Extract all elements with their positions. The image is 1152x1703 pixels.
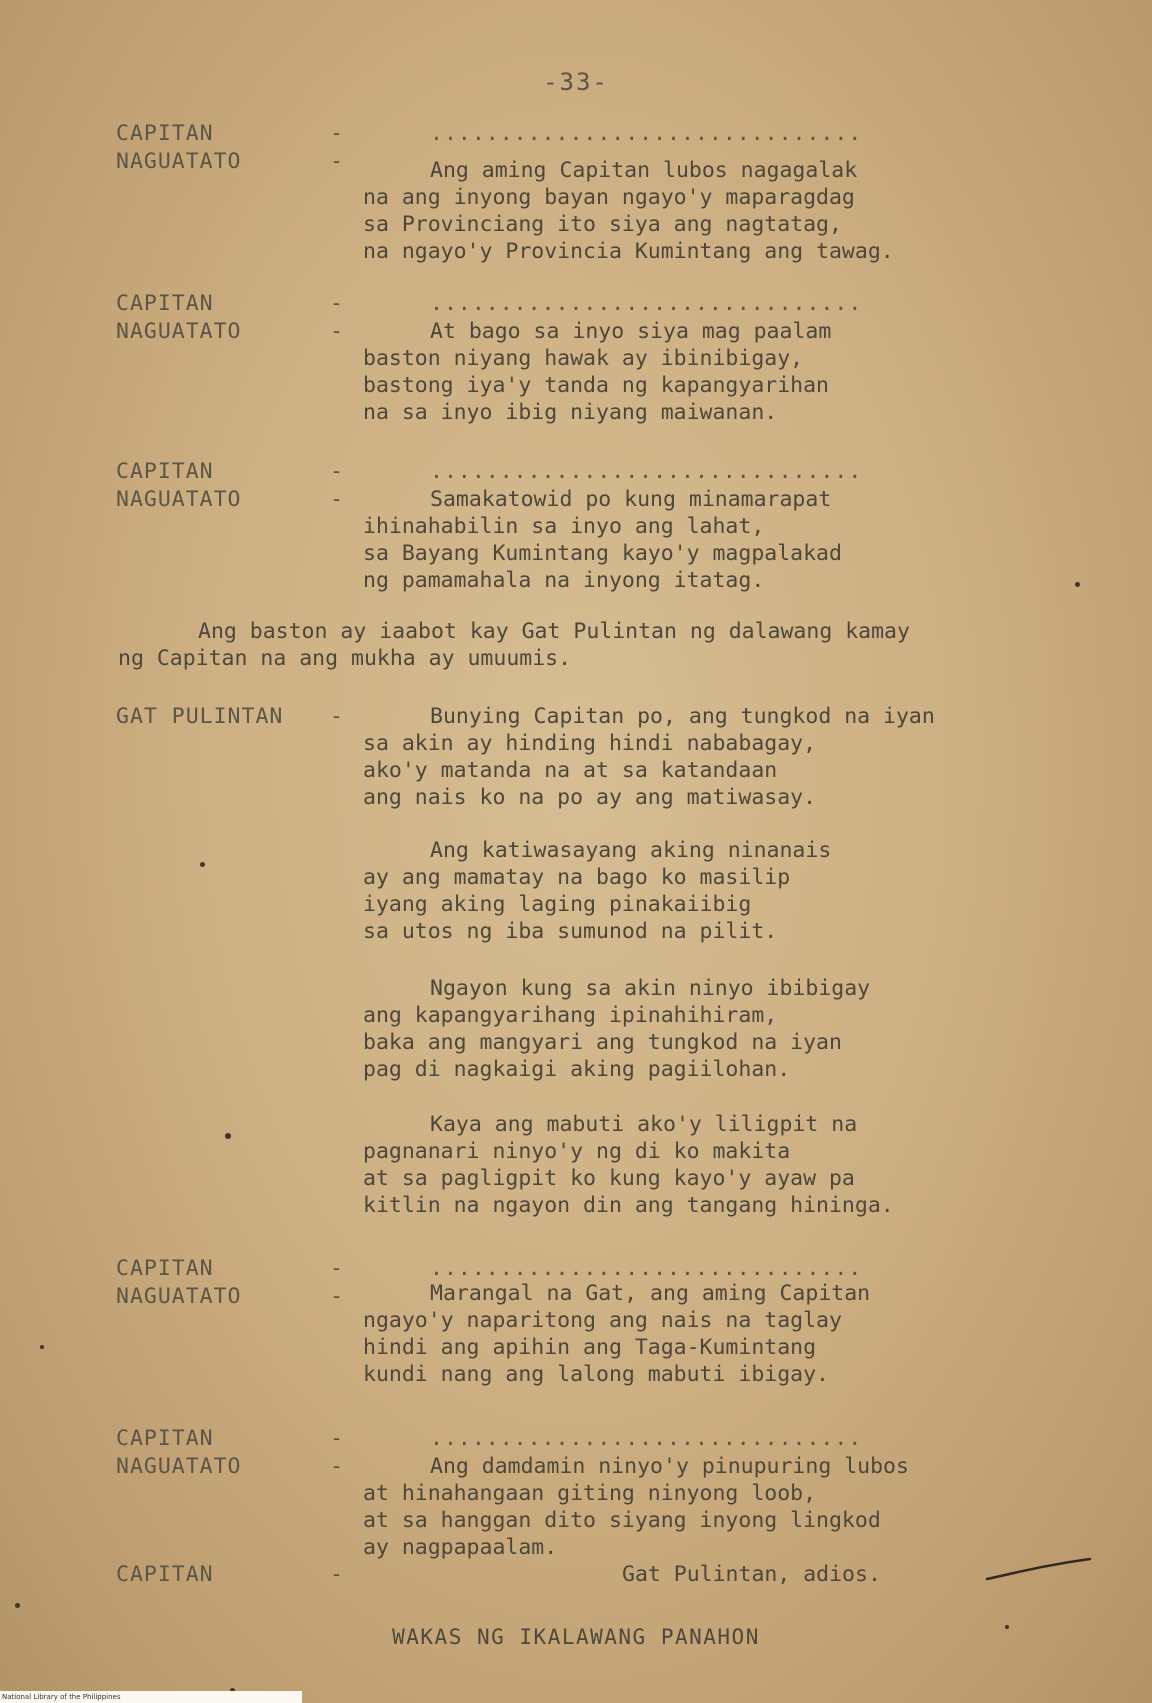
speaker-capitan: CAPITAN [116, 291, 214, 316]
ink-speck [1005, 1625, 1009, 1629]
library-attribution: National Library of the Philippines [0, 1691, 302, 1703]
speaker-dash: - [330, 459, 343, 484]
verse-line: ihinahabilin sa inyo ang lahat, [363, 514, 765, 539]
speaker-dash: - [330, 149, 343, 174]
verse-line: at sa pagligpit ko kung kayo'y ayaw pa [363, 1166, 855, 1191]
speaker-capitan: CAPITAN [116, 459, 214, 484]
speaker-naguatato: NAGUATATO [116, 1284, 242, 1309]
dotted-line: ............................... [430, 291, 863, 316]
ink-speck [200, 862, 205, 867]
verse-line: na sa inyo ibig niyang maiwanan. [363, 400, 778, 425]
verse-line: Ngayon kung sa akin ninyo ibibigay [430, 976, 871, 1001]
stage-direction-line: ng Capitan na ang mukha ay umuumis. [118, 646, 572, 671]
stage-direction-line: Ang baston ay iaabot kay Gat Pulintan ng dalawang kamay [198, 619, 910, 644]
ink-speck [40, 1345, 44, 1349]
speaker-gat-pulintan: GAT PULINTAN [116, 704, 284, 729]
speaker-dash: - [330, 704, 343, 729]
verse-line: Samakatowid po kung minamarapat [430, 487, 832, 512]
speaker-capitan: CAPITAN [116, 1426, 214, 1451]
verse-line: Kaya ang mabuti ako'y liligpit na [430, 1112, 858, 1137]
speaker-capitan: CAPITAN [116, 1256, 214, 1281]
verse-line: sa utos ng iba sumunod na pilit. [363, 919, 778, 944]
speaker-naguatato: NAGUATATO [116, 149, 242, 174]
verse-line: sa Provinciang ito siya ang nagtatag, [363, 212, 842, 237]
speaker-naguatato: NAGUATATO [116, 487, 242, 512]
verse-line: ngayo'y naparitong ang nais na taglay [363, 1308, 842, 1333]
verse-line: baka ang mangyari ang tungkod na iyan [363, 1030, 842, 1055]
speaker-dash: - [330, 1562, 343, 1587]
pen-stroke-mark [985, 1555, 1095, 1585]
ink-speck [225, 1133, 231, 1139]
dotted-line: ............................... [430, 459, 863, 484]
dotted-line: ............................... [430, 121, 863, 146]
speaker-dash: - [330, 1256, 343, 1281]
verse-line: Ang katiwasayang aking ninanais [430, 838, 832, 863]
speaker-naguatato: NAGUATATO [116, 319, 242, 344]
speaker-dash: - [330, 1426, 343, 1451]
speaker-capitan: CAPITAN [116, 121, 214, 146]
verse-line: pagnanari ninyo'y ng di ko makita [363, 1139, 791, 1164]
verse-line: hindi ang apihin ang Taga-Kumintang [363, 1335, 817, 1360]
speaker-dash: - [330, 291, 343, 316]
verse-line: ang kapangyarihang ipinahihiram, [363, 1003, 778, 1028]
verse-line: iyang aking laging pinakaiibig [363, 892, 752, 917]
verse-line: bastong iya'y tanda ng kapangyarihan [363, 373, 829, 398]
verse-line: Ang aming Capitan lubos nagagalak [430, 158, 858, 183]
verse-line: na ang inyong bayan ngayo'y maparagdag [363, 185, 855, 210]
verse-line: ang nais ko na po ay ang matiwasay. [363, 785, 817, 810]
verse-line: Ang damdamin ninyo'y pinupuring lubos [430, 1454, 909, 1479]
verse-line: sa Bayang Kumintang kayo'y magpalakad [363, 541, 842, 566]
ink-speck [1075, 582, 1080, 587]
speaker-dash: - [330, 487, 343, 512]
page-number: -33- [543, 68, 609, 96]
verse-line: at hinahangaan giting ninyong loob, [363, 1481, 817, 1506]
verse-line: At bago sa inyo siya mag paalam [430, 319, 832, 344]
speaker-naguatato: NAGUATATO [116, 1454, 242, 1479]
speaker-dash: - [330, 319, 343, 344]
verse-line: Marangal na Gat, ang aming Capitan [430, 1281, 871, 1306]
speaker-dash: - [330, 1284, 343, 1309]
dotted-line: ............................... [430, 1256, 863, 1281]
verse-line: sa akin ay hinding hindi nababagay, [363, 731, 817, 756]
ink-speck [15, 1603, 20, 1608]
speaker-capitan: CAPITAN [116, 1562, 214, 1587]
dotted-line: ............................... [430, 1426, 863, 1451]
verse-line: Bunying Capitan po, ang tungkod na iyan [430, 704, 935, 729]
verse-line: at sa hanggan dito siyang inyong lingkod [363, 1508, 881, 1533]
verse-line: baston niyang hawak ay ibinibigay, [363, 346, 804, 371]
verse-line: kundi nang ang lalong mabuti ibigay. [363, 1362, 829, 1387]
verse-line: ng pamamahala na inyong itatag. [363, 568, 765, 593]
farewell-line: Gat Pulintan, adios. [622, 1562, 881, 1587]
verse-line: ako'y matanda na at sa katandaan [363, 758, 778, 783]
speaker-dash: - [330, 121, 343, 146]
act-end-title: WAKAS NG IKALAWANG PANAHON [392, 1625, 760, 1649]
verse-line: pag di nagkaigi aking pagiilohan. [363, 1057, 791, 1082]
verse-line: ay ang mamatay na bago ko masilip [363, 865, 791, 890]
verse-line: kitlin na ngayon din ang tangang hininga. [363, 1193, 894, 1218]
verse-line: ay nagpapaalam. [363, 1535, 558, 1560]
verse-line: na ngayo'y Provincia Kumintang ang tawag. [363, 239, 894, 264]
speaker-dash: - [330, 1454, 343, 1479]
